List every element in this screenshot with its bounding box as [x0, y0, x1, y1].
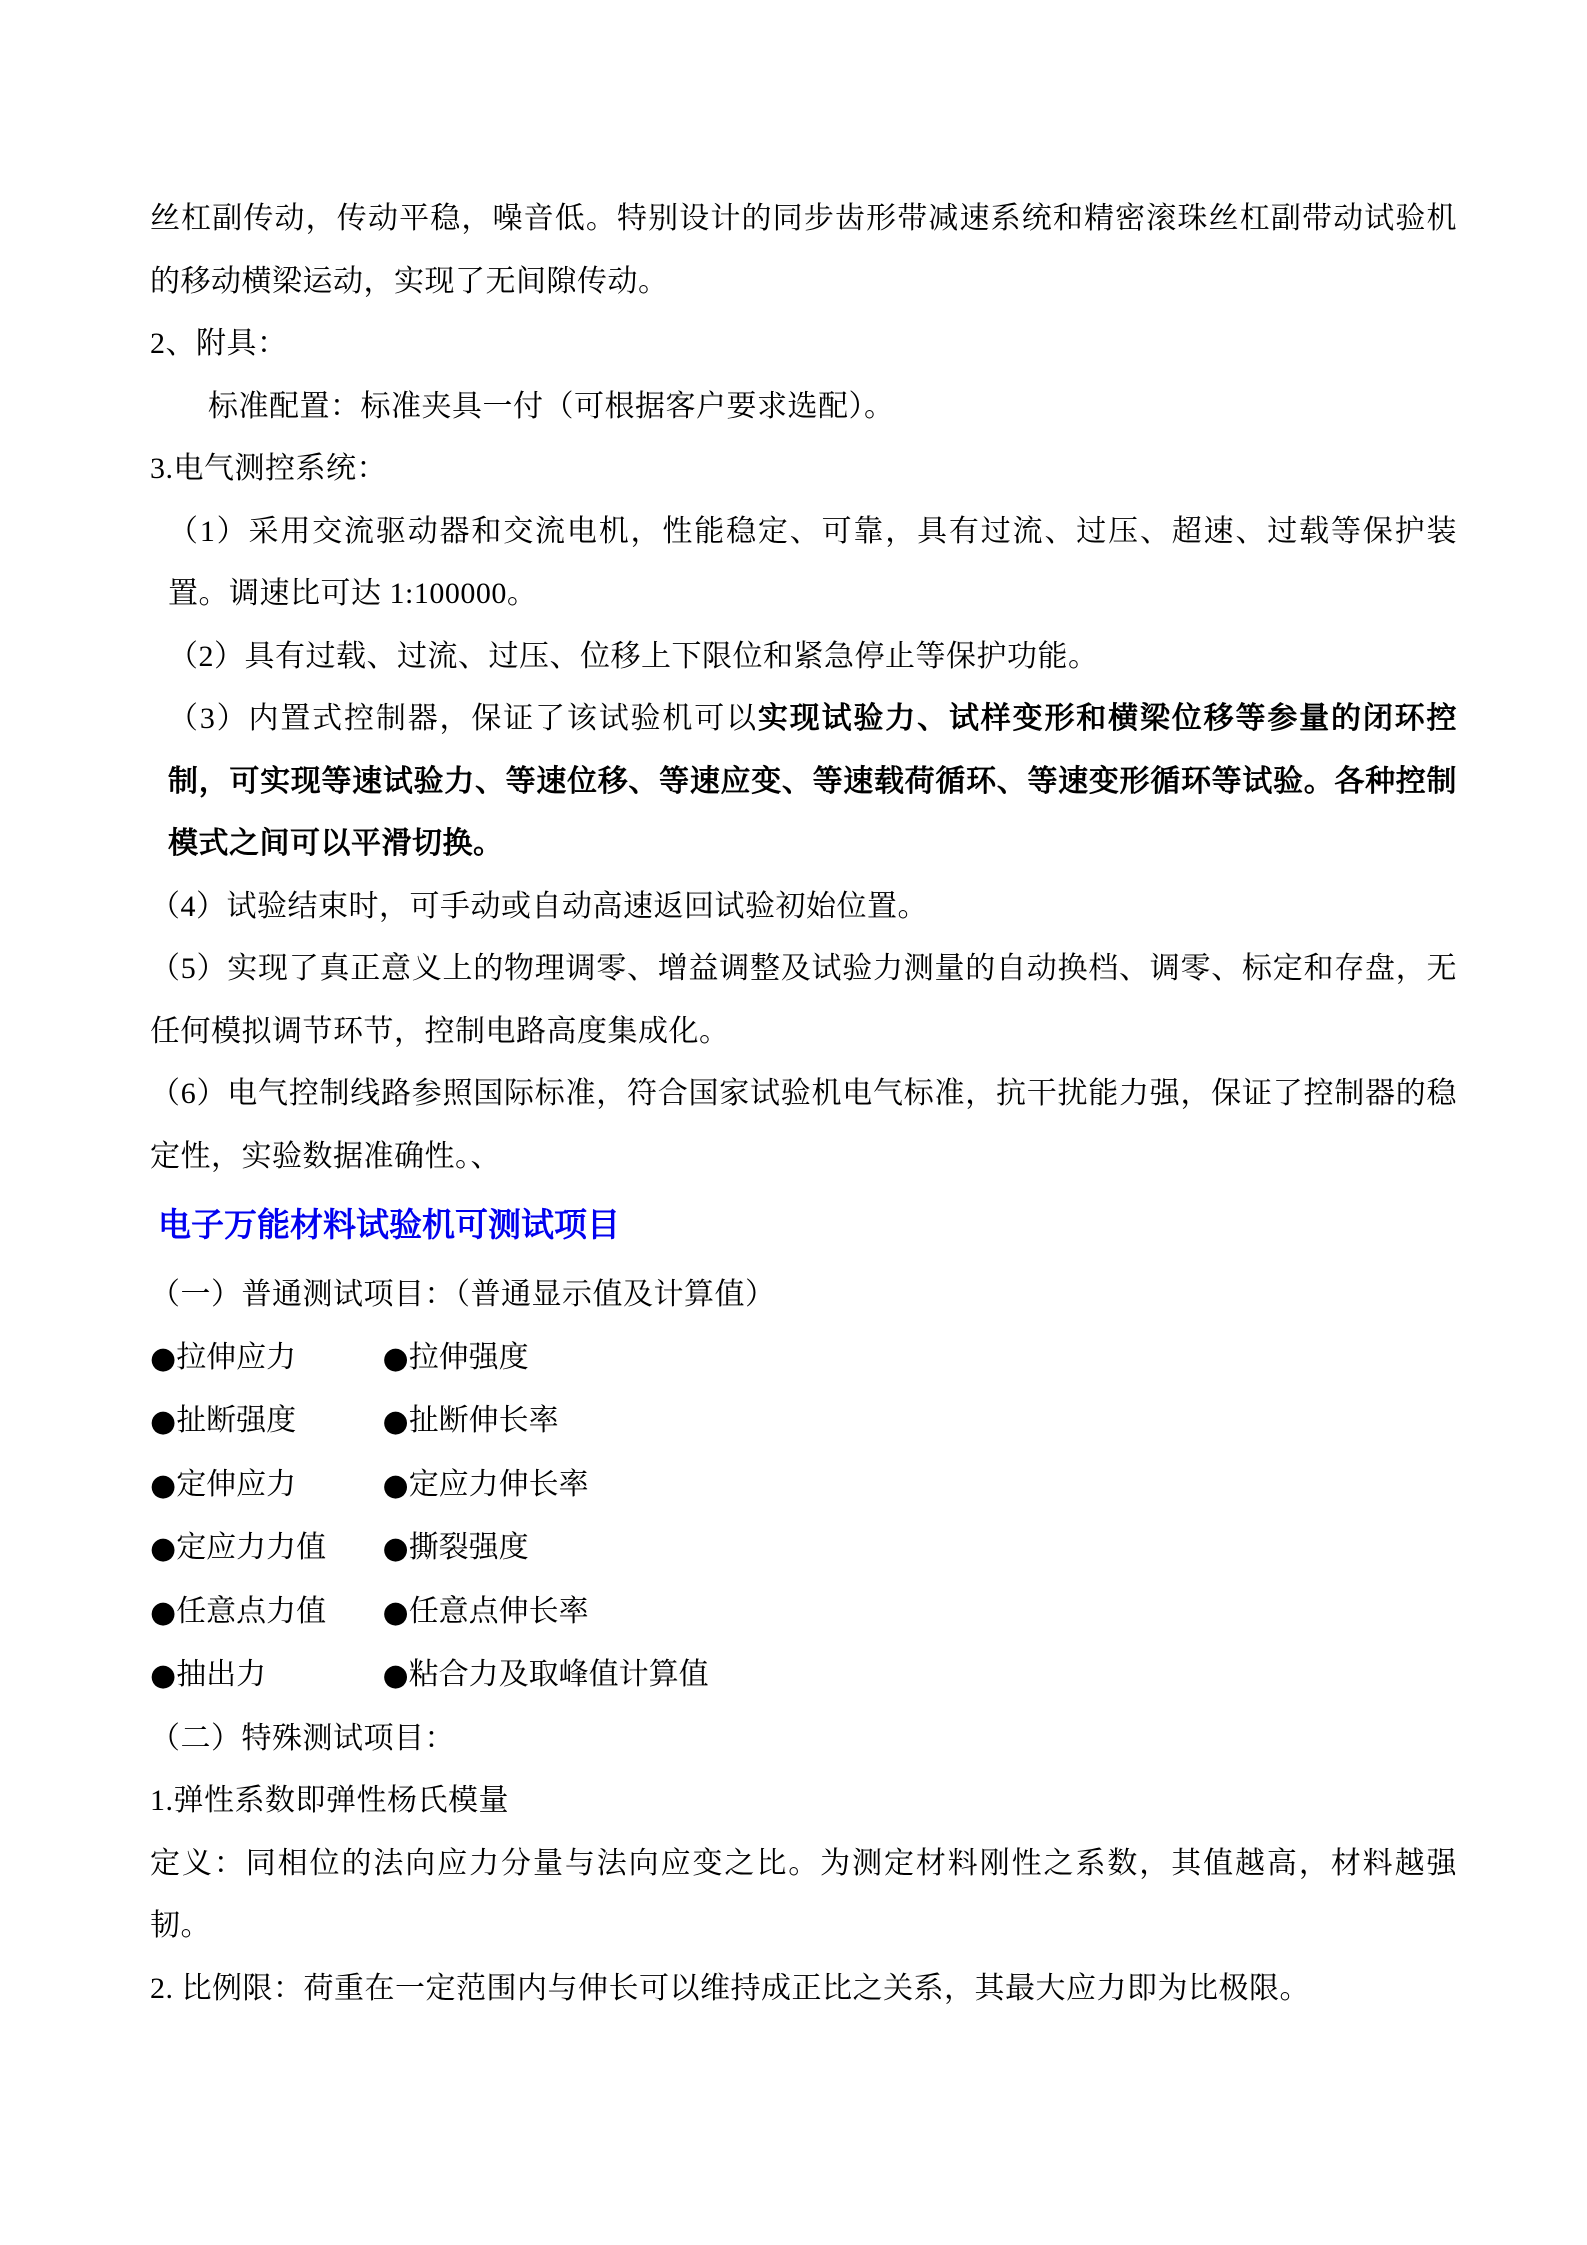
bullet-icon: ● [382, 1340, 409, 1376]
test-item-tensile-strength [383, 1327, 529, 1391]
test-item-arbitrary-point-elongation [383, 1581, 589, 1645]
paragraph-item-5: （5）实现了真正意义上的物理调零、增益调整及试验力测量的自动换档、调零、标定和存盘，无任何模拟调节环节，控制电路高度集成化。 [150, 952, 1457, 1048]
test-item-label: 抽出力 [176, 1658, 267, 1691]
test-item-label: 撕裂强度 [408, 1531, 529, 1564]
test-item-label: 定应力力值 [176, 1531, 327, 1564]
bullet-icon: ● [382, 1404, 409, 1439]
test-item-tear-strength [383, 1517, 529, 1581]
bullet-icon: ● [150, 1340, 177, 1376]
bullet-icon: ● [150, 1404, 177, 1439]
bullet-icon: ● [150, 1658, 177, 1693]
test-item-tensile-stress [150, 1327, 375, 1391]
test-item-label: 任意点力值 [176, 1594, 327, 1628]
test-item-label: 扯断强度 [176, 1404, 297, 1437]
test-item-fixed-stress-force [150, 1517, 375, 1581]
test-item-row-4 [150, 1517, 1457, 1581]
test-item-label: 定伸应力 [176, 1467, 297, 1501]
test-item-label: 扯断伸长率 [408, 1404, 559, 1437]
test-item-row-6 [150, 1644, 1457, 1708]
bullet-icon: ● [382, 1467, 409, 1503]
paragraph-item-6: （6）电气控制线路参照国际标准，符合国家试验机电气标准，抗干扰能力强，保证了控制器的稳定性，实验数据准确性。、 [150, 1077, 1457, 1173]
test-item-breaking-strength [150, 1390, 375, 1454]
paragraph-proportional-limit: 2. 比例限：荷重在一定范围内与伸长可以维持成正比之关系，其最大应力即为比极限。 [150, 1971, 1310, 2005]
paragraph-screw-drive: 丝杠副传动，传动平稳，噪音低。特别设计的同步齿形带减速系统和精密滚珠丝杠副带动试验机的移动横梁运动，实现了无间隙传动。 [150, 202, 1457, 298]
test-item-label: 定应力伸长率 [408, 1467, 589, 1501]
test-item-breaking-elongation [383, 1390, 559, 1454]
item-3-bold-text: 实现试验力、试样变形和横梁位移等参量的闭环控制，可实现等速试验力、等速位移、等速应变、等速载荷循环、等速变形循环等试验。各种控制模式之间可以平滑切换。 [168, 702, 1458, 860]
test-item-row-5 [150, 1581, 1457, 1645]
test-item-fixed-stress-elongation [383, 1454, 589, 1518]
test-item-label: 粘合力及取峰值计算值 [408, 1658, 709, 1691]
test-item-pullout-force [150, 1644, 375, 1708]
section-title-testable-items: 电子万能材料试验机可测试项目 [158, 1208, 620, 1244]
paragraph-electrical-system-heading: 3.电气测控系统： [150, 452, 387, 485]
test-item-fixed-elongation-stress [150, 1454, 375, 1518]
test-item-arbitrary-point-force [150, 1581, 375, 1645]
paragraph-item-2: （2）具有过载、过流、过压、位移上下限位和紧急停止等保护功能。 [168, 639, 1099, 673]
paragraph-standard-config: 标准配置：标准夹具一付（可根据客户要求选配）。 [208, 389, 895, 423]
test-item-row-3 [150, 1454, 1457, 1518]
test-item-adhesion-peak-value [383, 1644, 709, 1708]
bullet-icon: ● [150, 1531, 177, 1566]
item-3-regular-text: （3）内置式控制器，保证了该试验机可以 [168, 702, 758, 735]
test-item-label: 拉伸应力 [176, 1340, 297, 1374]
test-item-label: 拉伸强度 [408, 1340, 529, 1374]
paragraph-fixture-heading: 2、附具： [150, 327, 288, 360]
paragraph-item-3 [150, 688, 1457, 876]
bullet-icon: ● [382, 1658, 409, 1693]
paragraph-elastic-modulus-definition: 定义：同相位的法向应力分量与法向应变之比。为测定材料刚性之系数，其值越高，材料越强韧。 [150, 1846, 1457, 1942]
paragraph-elastic-modulus: 1.弹性系数即弹性杨氏模量 [150, 1784, 509, 1817]
bullet-icon: ● [382, 1531, 409, 1566]
paragraph-item-1: （1）采用交流驱动器和交流电机，性能稳定、可靠，具有过流、过压、超速、过载等保护装置。调速比可达 1:100000。 [168, 514, 1457, 610]
test-item-row-2 [150, 1390, 1457, 1454]
document-content [150, 188, 1457, 2020]
test-item-label: 任意点伸长率 [408, 1594, 589, 1628]
bullet-icon: ● [150, 1594, 177, 1630]
bullet-icon: ● [150, 1467, 177, 1503]
paragraph-common-tests-heading: （一）普通测试项目：（普通显示值及计算值） [150, 1278, 776, 1311]
paragraph-special-tests-heading: （二）特殊测试项目： [150, 1721, 455, 1755]
test-item-row-1 [150, 1327, 1457, 1391]
bullet-icon: ● [382, 1594, 409, 1630]
paragraph-item-4: （4）试验结束时，可手动或自动高速返回试验初始位置。 [150, 889, 928, 923]
